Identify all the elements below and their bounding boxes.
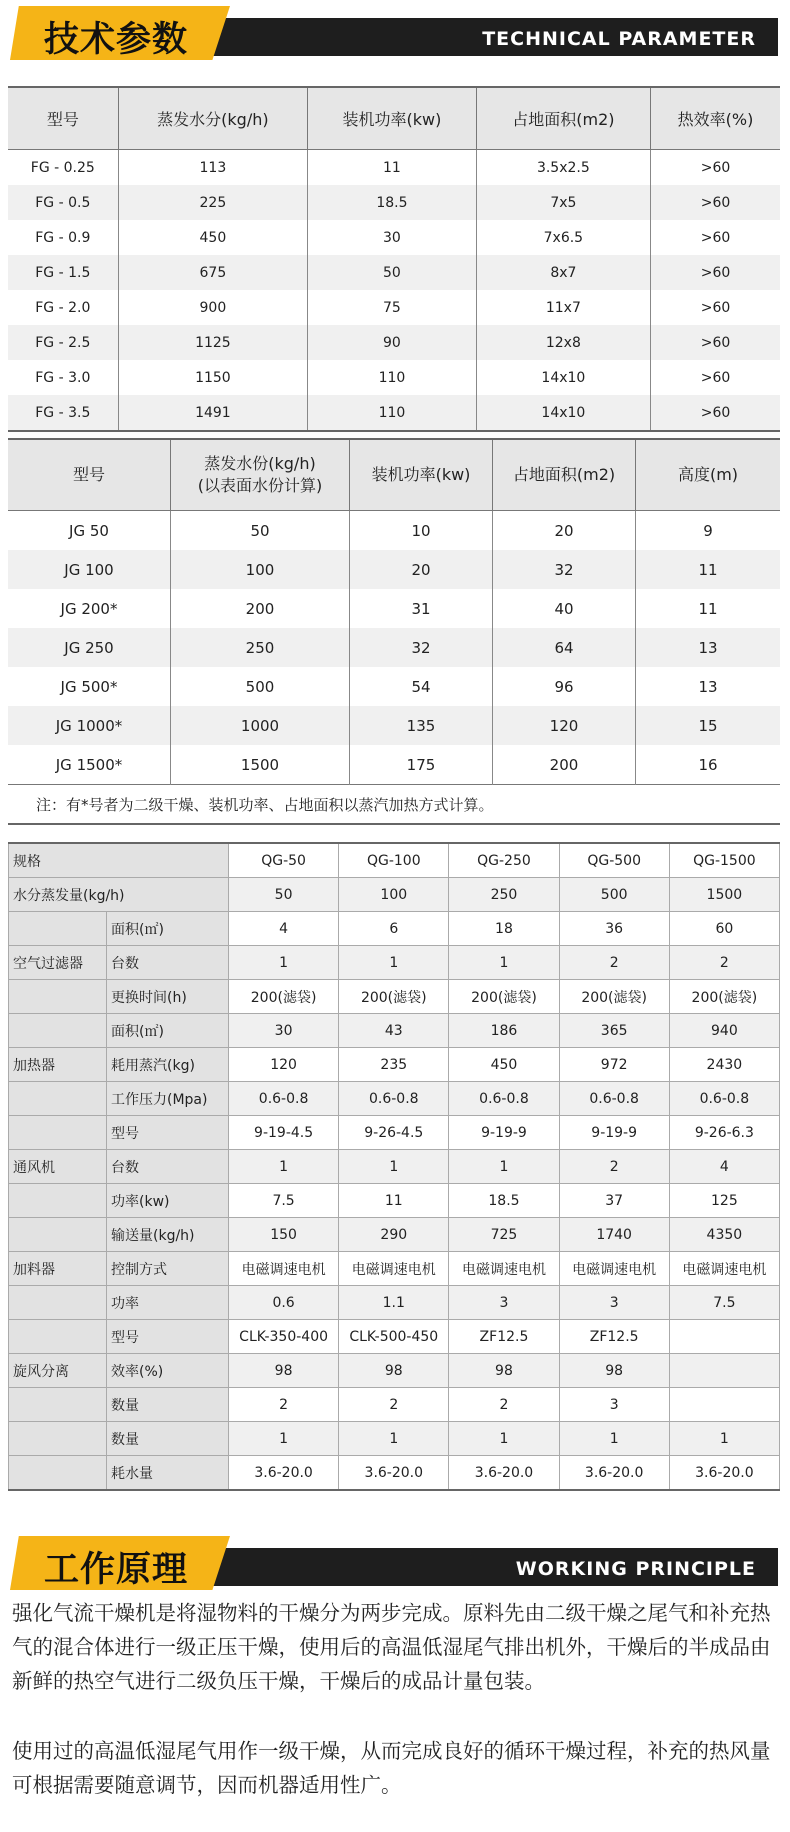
table-row — [9, 1184, 780, 1218]
table-cell: 7.5 — [669, 1286, 779, 1320]
table-cell: 60 — [669, 912, 779, 946]
table-row — [9, 1116, 780, 1150]
table-row — [9, 1014, 780, 1048]
model-header: QG-100 — [339, 843, 449, 878]
table-cell: JG 200* — [8, 589, 171, 628]
table-cell: 2 — [339, 1388, 449, 1422]
table-cell: 1 — [339, 1422, 449, 1456]
table-cell: 3.5x2.5 — [476, 150, 650, 186]
table-cell: 1 — [449, 1150, 559, 1184]
row-label: 输送量(kg/h) — [107, 1218, 229, 1252]
model-header: QG-1500 — [669, 843, 779, 878]
table-cell: FG - 2.0 — [8, 290, 118, 325]
table-cell: 37 — [559, 1184, 669, 1218]
table-cell: FG - 1.5 — [8, 255, 118, 290]
table-cell: 675 — [118, 255, 307, 290]
table-cell: 1740 — [559, 1218, 669, 1252]
table-cell: 450 — [449, 1048, 559, 1082]
table-cell: 225 — [118, 185, 307, 220]
table-cell: 3 — [559, 1286, 669, 1320]
table-cell: 110 — [308, 395, 477, 431]
table-row — [9, 1082, 780, 1116]
technical-parameter-banner — [0, 4, 790, 64]
table-cell: 电磁调速电机 — [339, 1252, 449, 1286]
table-cell: 250 — [171, 628, 350, 667]
table-cell: JG 1500* — [8, 745, 171, 785]
table-cell: 0.6-0.8 — [449, 1082, 559, 1116]
table-cell: 20 — [350, 550, 493, 589]
table-cell: 13 — [698, 677, 718, 696]
table-cell: 1500 — [171, 745, 350, 785]
table-cell: 50 — [229, 878, 339, 912]
table-cell: 235 — [339, 1048, 449, 1082]
table-cell: 110 — [308, 360, 477, 395]
table-cell — [669, 1354, 779, 1388]
table-cell: JG 500* — [8, 667, 171, 706]
table-cell: 972 — [559, 1048, 669, 1082]
table-cell: 18.5 — [308, 185, 477, 220]
table-cell: 11 — [339, 1184, 449, 1218]
group-label: 加料器 — [9, 1252, 107, 1286]
row-label: 面积(㎡) — [107, 1014, 229, 1048]
table-cell: 2 — [559, 946, 669, 980]
table-cell: 9 — [703, 521, 713, 540]
table-cell: 2430 — [669, 1048, 779, 1082]
table-cell: 1 — [229, 1150, 339, 1184]
working-principle-banner — [0, 1534, 790, 1594]
table-cell: 500 — [559, 878, 669, 912]
table-cell: 125 — [669, 1184, 779, 1218]
table-row — [9, 980, 780, 1014]
row-label: 功率(kw) — [107, 1184, 229, 1218]
table-cell: 120 — [493, 706, 636, 745]
qg-specification-table — [8, 842, 780, 1491]
table-cell: 113 — [118, 150, 307, 186]
group-label-empty — [9, 1320, 107, 1354]
group-label: 加热器 — [9, 1048, 107, 1082]
table-cell: 9-19-9 — [449, 1116, 559, 1150]
row-label: 型号 — [107, 1320, 229, 1354]
table-cell: 2 — [559, 1150, 669, 1184]
table-row — [9, 1388, 780, 1422]
table-cell: 1 — [559, 1422, 669, 1456]
row-label: 耗用蒸汽(kg) — [107, 1048, 229, 1082]
table-cell: 13 — [636, 628, 781, 667]
table-cell: 200(滤袋) — [669, 980, 779, 1014]
table-cell: 75 — [308, 290, 477, 325]
table-cell: 50 — [308, 255, 477, 290]
table-cell: 电磁调速电机 — [449, 1252, 559, 1286]
row-label: 台数 — [107, 1150, 229, 1184]
table-row — [9, 1456, 780, 1491]
table-cell: 11 — [636, 550, 781, 589]
table-row — [9, 1286, 780, 1320]
table-cell: 4350 — [669, 1218, 779, 1252]
table-row — [8, 511, 780, 551]
table-cell: JG 1000* — [8, 706, 171, 745]
table-cell: 电磁调速电机 — [669, 1252, 779, 1286]
table-cell: 10 — [350, 511, 493, 551]
table-cell: 14x10 — [476, 360, 650, 395]
table-cell: JG 100 — [8, 550, 171, 589]
table-cell: 1.1 — [339, 1286, 449, 1320]
group-label-empty — [9, 980, 107, 1014]
table-row — [8, 150, 780, 186]
table-cell: 200(滤袋) — [229, 980, 339, 1014]
table-cell: 31 — [350, 589, 493, 628]
table-row — [8, 550, 780, 589]
table-cell: 98 — [449, 1354, 559, 1388]
table-cell: JG 50 — [8, 511, 171, 551]
table-cell: JG 250 — [8, 628, 171, 667]
table-cell: 54 — [350, 667, 493, 706]
table-cell: 电磁调速电机 — [229, 1252, 339, 1286]
group-label-empty — [9, 1218, 107, 1252]
table-row — [9, 1048, 780, 1082]
table-cell: 96 — [493, 667, 636, 706]
group-label-empty — [9, 1184, 107, 1218]
section-title-cn: 工作原理 — [44, 1550, 189, 1590]
table-cell: 电磁调速电机 — [559, 1252, 669, 1286]
table-cell: 15 — [636, 706, 781, 745]
table-cell: 100 — [171, 550, 350, 589]
table-cell: 200(滤袋) — [449, 980, 559, 1014]
table-cell: 200(滤袋) — [559, 980, 669, 1014]
table-cell: 0.6 — [229, 1286, 339, 1320]
table-cell: 18.5 — [449, 1184, 559, 1218]
table-row — [9, 1422, 780, 1456]
table-cell: 100 — [339, 878, 449, 912]
row-label: 型号 — [107, 1116, 229, 1150]
table-cell: 3.6-20.0 — [229, 1456, 339, 1491]
table-row — [8, 360, 780, 395]
table-cell: 6 — [339, 912, 449, 946]
table-cell: 50 — [171, 511, 350, 551]
group-label-empty — [9, 1014, 107, 1048]
table-cell: 64 — [493, 628, 636, 667]
table-cell: 36 — [559, 912, 669, 946]
table-cell: FG - 0.25 — [8, 150, 118, 186]
col-header: 占地面积(m2) — [493, 439, 636, 511]
table-cell: 16 — [698, 755, 718, 774]
jg-parameter-table — [8, 438, 780, 825]
col-header: 蒸发水分(kg/h) — [118, 87, 307, 150]
section-title-en: TECHNICAL PARAMETER — [482, 28, 756, 50]
table-cell: 250 — [449, 878, 559, 912]
row-label: 数量 — [107, 1388, 229, 1422]
table-cell: 4 — [669, 1150, 779, 1184]
table-cell: 4 — [229, 912, 339, 946]
table-cell: 1125 — [118, 325, 307, 360]
table-cell: 135 — [350, 706, 493, 745]
table-cell: 186 — [449, 1014, 559, 1048]
table-cell: 290 — [339, 1218, 449, 1252]
table-cell: 120 — [229, 1048, 339, 1082]
table-header-row — [8, 439, 780, 511]
table-cell: >60 — [700, 369, 731, 386]
table-row — [8, 325, 780, 360]
table-cell: 1 — [339, 946, 449, 980]
table-cell: 3.6-20.0 — [559, 1456, 669, 1491]
group-label: 旋风分离 — [9, 1354, 107, 1388]
table-cell: FG - 2.5 — [8, 325, 118, 360]
table-row — [8, 589, 780, 628]
table-cell: 0.6-0.8 — [339, 1082, 449, 1116]
table-cell: 90 — [308, 325, 477, 360]
table-cell: 0.6-0.8 — [559, 1082, 669, 1116]
table-cell: >60 — [651, 255, 781, 290]
table-row — [9, 1320, 780, 1354]
table-cell: 8x7 — [476, 255, 650, 290]
row-label: 水分蒸发量(kg/h) — [9, 878, 229, 912]
table-cell: 0.6-0.8 — [229, 1082, 339, 1116]
table-cell: 32 — [493, 550, 636, 589]
group-label-empty — [9, 1456, 107, 1491]
table-row — [9, 1354, 780, 1388]
table-cell: 7x6.5 — [476, 220, 650, 255]
table-row — [8, 706, 780, 745]
table-cell: 30 — [229, 1014, 339, 1048]
row-label: 耗水量 — [107, 1456, 229, 1491]
table-cell: 7.5 — [229, 1184, 339, 1218]
table-row — [9, 1218, 780, 1252]
table-row — [8, 255, 780, 290]
model-header: QG-500 — [559, 843, 669, 878]
col-header: 型号 — [8, 87, 118, 150]
col-header: 装机功率(kw) — [308, 87, 477, 150]
table-cell: 1000 — [171, 706, 350, 745]
table-cell: >60 — [651, 185, 781, 220]
section-title-cn: 技术参数 — [44, 20, 189, 60]
table-cell: 3.6-20.0 — [449, 1456, 559, 1491]
table-cell: 0.6-0.8 — [669, 1082, 779, 1116]
col-header-line: (以表面水份计算) — [197, 476, 323, 495]
table-cell: 1 — [339, 1150, 449, 1184]
table-cell: 43 — [339, 1014, 449, 1048]
table-cell: 1150 — [118, 360, 307, 395]
table-cell: 725 — [449, 1218, 559, 1252]
table-cell: 175 — [350, 745, 493, 785]
row-label: 工作压力(Mpa) — [107, 1082, 229, 1116]
row-label: 台数 — [107, 946, 229, 980]
section-title-en: WORKING PRINCIPLE — [515, 1558, 756, 1580]
row-label: 面积(㎡) — [107, 912, 229, 946]
group-label-empty — [9, 1082, 107, 1116]
table-cell: >60 — [700, 159, 731, 176]
table-cell: 32 — [350, 628, 493, 667]
table-cell: 40 — [493, 589, 636, 628]
group-label: 空气过滤器 — [9, 946, 107, 980]
group-label-empty — [9, 1388, 107, 1422]
group-label-empty — [9, 912, 107, 946]
table-note-row — [8, 785, 780, 825]
col-header: 高度(m) — [636, 439, 781, 511]
table-cell: 1 — [449, 1422, 559, 1456]
table-row — [9, 878, 780, 912]
table-cell: 11x7 — [476, 290, 650, 325]
col-header: 占地面积(m2) — [476, 87, 650, 150]
table-cell: 3.6-20.0 — [669, 1456, 779, 1491]
table-cell: CLK-350-400 — [229, 1320, 339, 1354]
table-row — [9, 1150, 780, 1184]
row-label: 数量 — [107, 1422, 229, 1456]
table-cell: 9-19-9 — [559, 1116, 669, 1150]
table-cell: 20 — [493, 511, 636, 551]
table-cell: 150 — [229, 1218, 339, 1252]
table-row — [8, 745, 780, 785]
row-label: 控制方式 — [107, 1252, 229, 1286]
table-cell: 14x10 — [476, 395, 650, 431]
group-label: 通风机 — [9, 1150, 107, 1184]
table-cell: 9-26-6.3 — [669, 1116, 779, 1150]
table-cell: 7x5 — [476, 185, 650, 220]
table-cell: 940 — [669, 1014, 779, 1048]
fg-parameter-table — [8, 86, 780, 432]
table-cell: 450 — [118, 220, 307, 255]
col-header-line: 蒸发水份(kg/h) — [204, 454, 316, 473]
table-cell: 98 — [559, 1354, 669, 1388]
table-header-row — [8, 87, 780, 150]
table-cell: 11 — [698, 599, 718, 618]
row-label: 效率(%) — [107, 1354, 229, 1388]
table-cell: 900 — [118, 290, 307, 325]
table-cell: 9-19-4.5 — [229, 1116, 339, 1150]
table-cell: 1 — [669, 1422, 779, 1456]
table-cell — [669, 1320, 779, 1354]
table-cell: 2 — [229, 1388, 339, 1422]
model-header: QG-50 — [229, 843, 339, 878]
table-cell: 18 — [449, 912, 559, 946]
group-label-empty — [9, 1422, 107, 1456]
table-row — [9, 946, 780, 980]
table-cell: FG - 0.5 — [8, 185, 118, 220]
col-header: 装机功率(kw) — [350, 439, 493, 511]
model-header: QG-250 — [449, 843, 559, 878]
col-header: 型号 — [8, 439, 171, 511]
table-row — [8, 395, 780, 431]
table-cell: >60 — [651, 395, 781, 431]
table-cell: 98 — [229, 1354, 339, 1388]
table-row — [8, 628, 780, 667]
col-header — [171, 439, 350, 511]
table-cell: FG - 3.5 — [8, 395, 118, 431]
principle-paragraph-2: 使用过的高温低湿尾气用作一级干燥，从而完成良好的循环干燥过程，补充的热风量可根据需要随意调节，因而机器适用性广。 — [12, 1739, 771, 1797]
table-row — [8, 185, 780, 220]
table-cell: 1500 — [669, 878, 779, 912]
table-cell: 3 — [449, 1286, 559, 1320]
table-row — [8, 667, 780, 706]
table-cell: 1491 — [118, 395, 307, 431]
table-row — [8, 220, 780, 255]
group-label-empty — [9, 1286, 107, 1320]
group-label-empty — [9, 1116, 107, 1150]
table-cell: 3 — [559, 1388, 669, 1422]
table-cell: 200 — [171, 589, 350, 628]
row-label: 功率 — [107, 1286, 229, 1320]
table-cell: ZF12.5 — [449, 1320, 559, 1354]
table-note: 注：有*号者为二级干燥、装机功率、占地面积以蒸汽加热方式计算。 — [8, 785, 780, 825]
principle-paragraph-1: 强化气流干燥机是将湿物料的干燥分为两步完成。原料先由二级干燥之尾气和补充热气的混合体进行一级正压干燥，使用后的高温低湿尾气排出机外，干燥后的半成品由新鲜的热空气进行二级负压干燥，干燥后的成品计量包装。 — [12, 1601, 771, 1693]
table-cell: 200 — [493, 745, 636, 785]
table-cell: 9-26-4.5 — [339, 1116, 449, 1150]
table-cell — [669, 1388, 779, 1422]
table-cell: 12x8 — [476, 325, 650, 360]
row-label: 更换时间(h) — [107, 980, 229, 1014]
table-row — [8, 290, 780, 325]
table-cell: >60 — [700, 299, 731, 316]
table-cell: 365 — [559, 1014, 669, 1048]
table-cell: ZF12.5 — [559, 1320, 669, 1354]
table-cell: 500 — [171, 667, 350, 706]
table-cell: >60 — [700, 229, 731, 246]
table-cell: FG - 3.0 — [8, 360, 118, 395]
table-cell: >60 — [651, 325, 781, 360]
table-cell: 3.6-20.0 — [339, 1456, 449, 1491]
table-row — [9, 912, 780, 946]
table-cell: FG - 0.9 — [8, 220, 118, 255]
row-label: 规格 — [9, 843, 229, 878]
table-cell: 200(滤袋) — [339, 980, 449, 1014]
col-header: 热效率(%) — [651, 87, 781, 150]
table-cell: CLK-500-450 — [339, 1320, 449, 1354]
table-cell: 2 — [669, 946, 779, 980]
table-row — [9, 843, 780, 878]
table-cell: 1 — [229, 946, 339, 980]
table-cell: 11 — [308, 150, 477, 186]
table-cell: 1 — [229, 1422, 339, 1456]
table-cell: 1 — [449, 946, 559, 980]
table-cell: 98 — [339, 1354, 449, 1388]
table-cell: 2 — [449, 1388, 559, 1422]
table-row — [9, 1252, 780, 1286]
table-cell: 30 — [308, 220, 477, 255]
